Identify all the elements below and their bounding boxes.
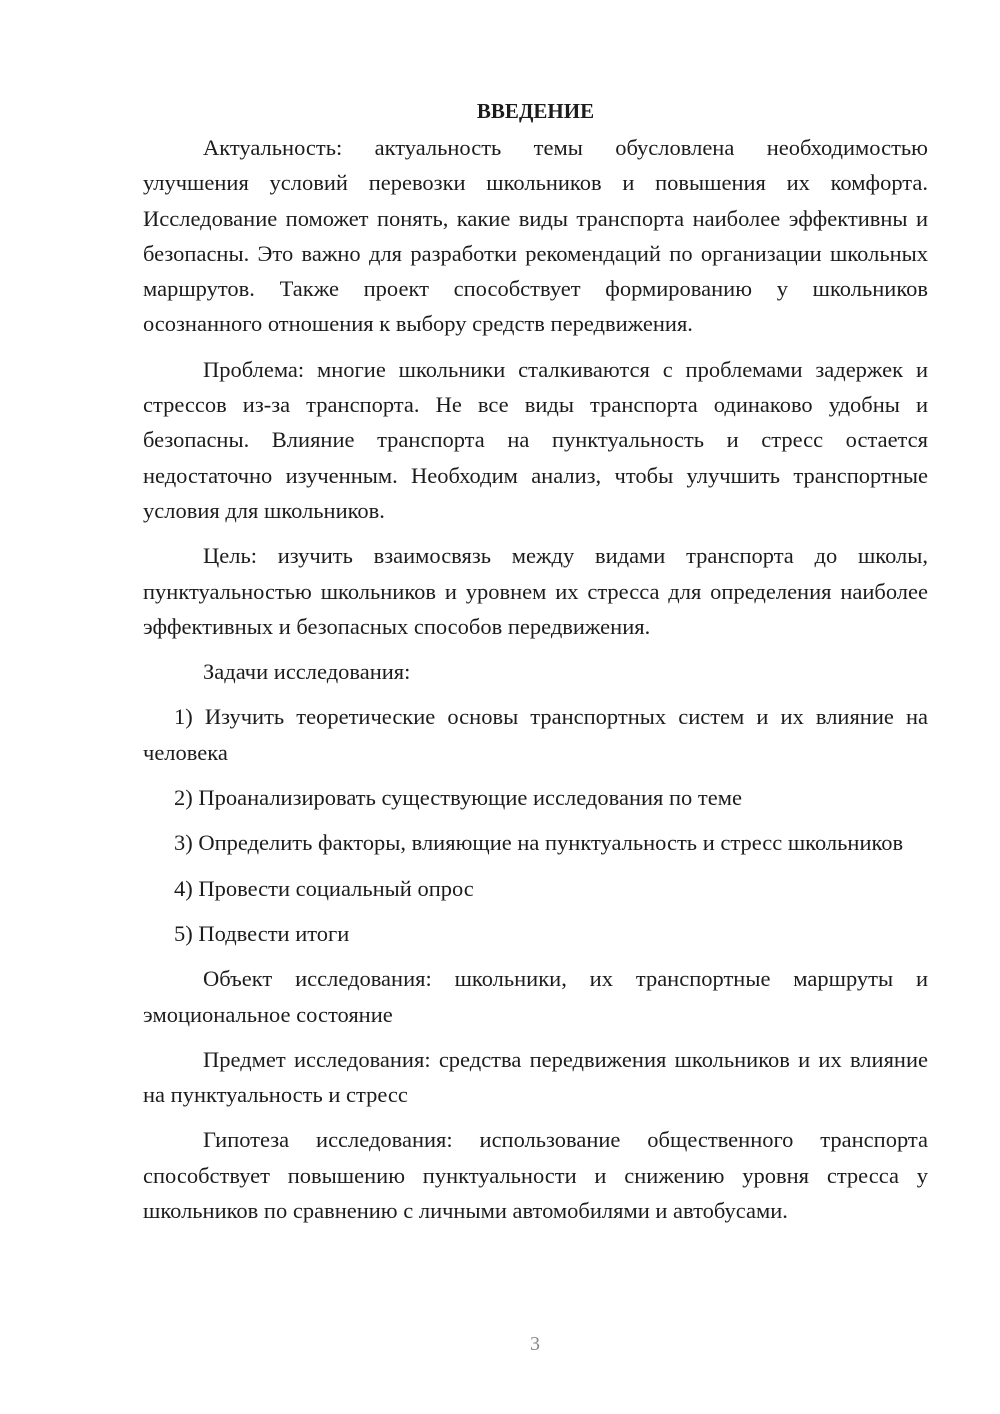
section-title: ВВЕДЕНИЕ (476, 99, 595, 123)
task-item-1: 1) Изучить теоретические основы транспортных систем и их влияние на человека (143, 704, 928, 765)
hypothesis-paragraph: Гипотеза исследования: использование общественного транспорта способствует повышению пунктуальности и снижению уровня стресса у школьников по сравнению с личными автомобилями и автобусами. (143, 1127, 928, 1224)
tasks-heading: Задачи исследования: (203, 659, 411, 685)
page-number: 3 (530, 1333, 540, 1355)
object-paragraph: Объект исследования: школьники, их транспортные маршруты и эмоциональное состояние (143, 966, 928, 1027)
page-content (143, 96, 928, 1238)
relevance-paragraph: Актуальность: актуальность темы обусловлена необходимостью улучшения условий перевозки школьников и повышения их комфорта. Исследование поможет понять, какие виды транспорта наиболее эффективны и безопасны. Это важно для разработки рекомендаций по организации школьных маршрутов. Также проект способствует формированию у школьников осознанного отношения к выбору средств передвижения. (143, 135, 928, 337)
task-item-3: 3) Определить факторы, влияющие на пунктуальность и стресс школьников (174, 830, 904, 856)
problem-paragraph: Проблема: многие школьники сталкиваются с проблемами задержек и стрессов из-за транспорта. Не все виды транспорта одинаково удобны и безопасны. Влияние транспорта на пунктуальность и стресс остается недостаточно изученным. Необходим анализ, чтобы улучшить транспортные условия для школьников. (143, 356, 928, 523)
task-item-5: 5) Подвести итоги (174, 920, 350, 946)
task-item-4: 4) Провести социальный опрос (174, 875, 474, 901)
goal-paragraph: Цель: изучить взаимосвязь между видами транспорта до школы, пунктуальностью школьников и уровнем их стресса для определения наиболее эффективных и безопасных способов передвижения. (143, 543, 928, 639)
task-item-2: 2) Проанализировать существующие исследования по теме (174, 785, 742, 811)
subject-paragraph: Предмет исследования: средства передвижения школьников и их влияние на пунктуальность и стресс (143, 1046, 928, 1108)
